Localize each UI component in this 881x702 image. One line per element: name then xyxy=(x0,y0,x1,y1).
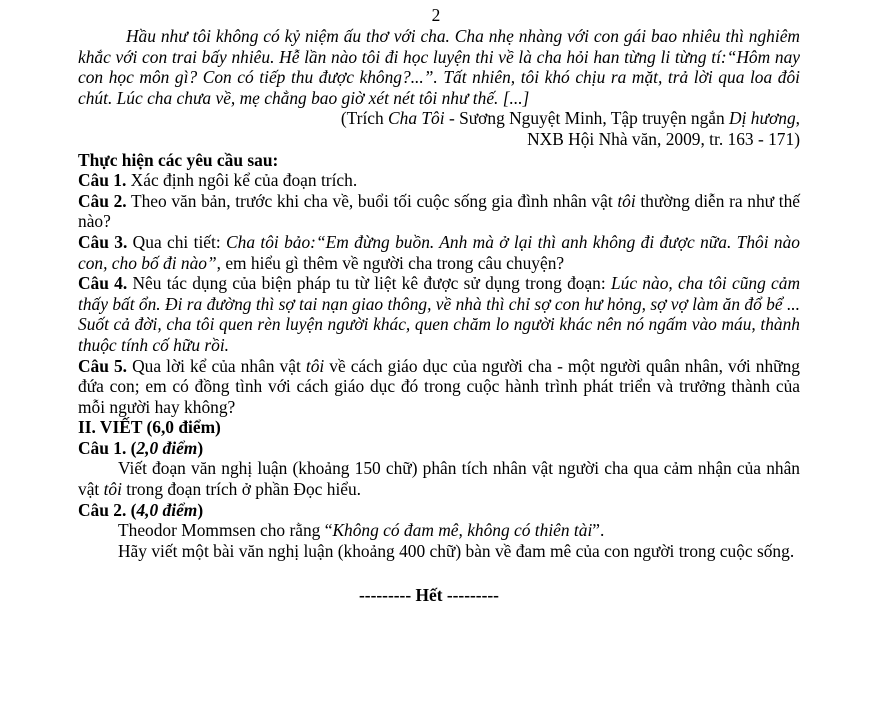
question-2-text-a: Theo văn bản, trước khi cha về, buổi tối cuộc sống gia đình nhân vật xyxy=(126,190,618,211)
citation xyxy=(78,108,800,149)
citation-prefix: (Trích xyxy=(340,108,389,129)
question-2-label: Câu 2. xyxy=(78,190,127,211)
writing-question-2-quote-a: Theodor Mommsen cho rằng “ xyxy=(118,520,333,541)
question-5-text-b: về cách giáo dục của người cha - một người quân nhân, với những đứa con; em có đồng tình với cách giáo dục đó trong cuộc hành trình phát triển và trưởng thành của mỗi người hay không? xyxy=(78,355,800,417)
question-3-text-a: Qua chi tiết: xyxy=(127,231,227,252)
writing-question-2-label: Câu 2. ( xyxy=(78,499,137,520)
citation-publisher: NXB Hội Nhà văn, 2009, tr. 163 - 171) xyxy=(527,128,800,149)
writing-question-1-text xyxy=(78,458,800,499)
writing-question-2-text: Hãy viết một bài văn nghị luận (khoảng 400 chữ) bàn về đam mê của con người trong cuộc sống. xyxy=(118,540,795,561)
question-4-label: Câu 4. xyxy=(78,273,128,294)
tasks-heading: Thực hiện các yêu cầu sau: xyxy=(78,149,279,170)
writing-question-2-quote: Không có đam mê, không có thiên tài xyxy=(332,520,593,541)
question-4-quote: Lúc nào, cha tôi cũng cảm thấy bất ổn. Đi ra đường thì sợ tai nạn giao thông, về nhà thì chỉ sợ con hư hỏng, sợ vợ làm ăn đổ bể ... Suốt cả đời, cha tôi quen rèn luyện người khác, quen chăm lo người khác nên nó ngấm vào máu, thành thuộc tính cố hữu rồi. xyxy=(78,273,801,355)
writing-question-2-quote-b: ”. xyxy=(592,520,605,541)
page-number: 2 xyxy=(431,5,441,25)
end-mark: --------- Hết --------- xyxy=(359,585,499,606)
question-1-label: Câu 1. xyxy=(78,170,127,191)
question-5-text-a: Qua lời kể của nhân vật xyxy=(127,355,306,376)
question-3 xyxy=(78,232,800,273)
question-2 xyxy=(78,191,800,232)
citation-collection: Dị hương xyxy=(729,108,796,129)
question-4-text-a: Nêu tác dụng của biện pháp tu từ liệt kê được sử dụng trong đoạn: xyxy=(127,273,611,294)
question-1-text: Xác định ngôi kể của đoạn trích. xyxy=(126,170,358,191)
writing-question-1-label: Câu 1. ( xyxy=(78,437,137,458)
question-1 xyxy=(78,170,800,191)
question-4 xyxy=(78,273,800,355)
writing-question-1-text-b: trong đoạn trích ở phần Đọc hiểu. xyxy=(121,479,362,500)
writing-question-2-points: 4,0 điểm xyxy=(136,499,198,520)
question-3-label: Câu 3. xyxy=(78,231,128,252)
writing-heading: II. VIẾT (6,0 điểm) xyxy=(78,417,221,438)
writing-question-1-emphasis: tôi xyxy=(103,479,122,500)
excerpt-paragraph: Hầu như tôi không có kỷ niệm ấu thơ với cha. Cha nhẹ nhàng với con gái bao nhiêu thì nghiêm khắc với con trai bấy nhiêu. Hễ lần nào tôi đi học luyện thi về là cha hỏi han từng li từng tí:“Hôm nay con học môn gì? Con có tiếp thu được không?...”. Tất nhiên, tôi khó chịu ra mặt, trả lời qua loa đôi chút. Lúc cha chưa về, mẹ chẳng bao giờ xét nét tôi như thế. [...] xyxy=(78,26,800,108)
citation-comma: , xyxy=(795,108,800,129)
page-content xyxy=(78,5,800,606)
writing-question-1-close: ) xyxy=(197,437,204,458)
writing-question-2-quote-line xyxy=(78,520,800,541)
question-3-text-b: , em hiểu gì thêm về người cha trong câu chuyện? xyxy=(216,252,565,273)
citation-title: Cha Tôi xyxy=(388,108,445,129)
writing-question-1-points: 2,0 điểm xyxy=(136,437,198,458)
writing-question-1-title xyxy=(78,438,800,459)
writing-question-2-title xyxy=(78,500,800,521)
question-5-emphasis: tôi xyxy=(305,355,325,376)
question-3-quote: Cha tôi bảo:“Em đừng buồn. Anh mà ở lại thì anh không đi được nữa. Thôi nào con, cho bố đi nào” xyxy=(78,231,800,273)
citation-author: - Sương Nguyệt Minh, Tập truyện ngắn xyxy=(444,108,730,129)
question-2-text-b: thường diễn ra như thế nào? xyxy=(78,190,800,232)
writing-question-1-text-a: Viết đoạn văn nghị luận (khoảng 150 chữ) phân tích nhân vật người cha qua cảm nhận của nhân vật xyxy=(78,458,800,500)
question-2-emphasis: tôi xyxy=(617,190,636,211)
question-5-label: Câu 5. xyxy=(78,355,128,376)
question-5 xyxy=(78,356,800,418)
writing-question-2-close: ) xyxy=(197,499,204,520)
